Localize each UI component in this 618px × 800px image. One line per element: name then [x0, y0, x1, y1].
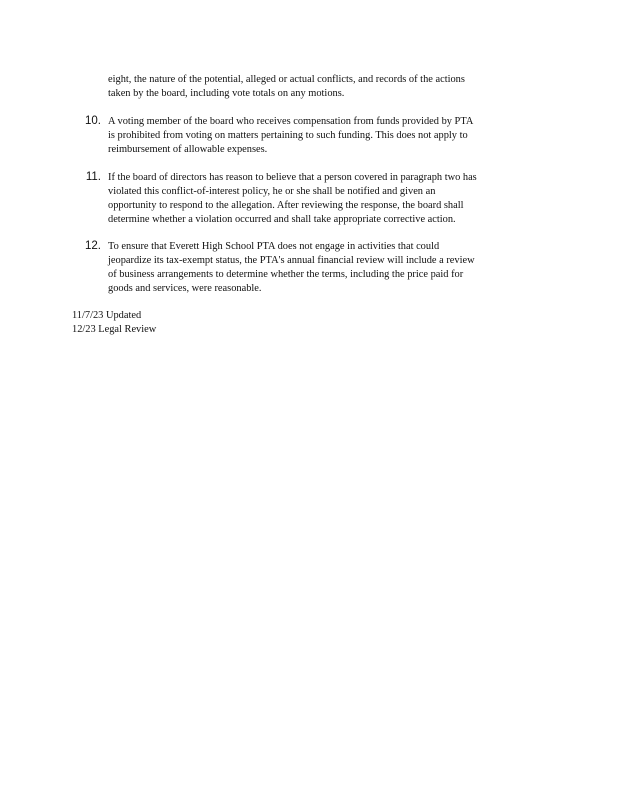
continuation-line: eight, the nature of the potential, alleged or actual conflicts, and records of the actions: [108, 74, 465, 85]
item-number: 11.: [85, 171, 101, 183]
item-12-line: goods and services, were reasonable.: [108, 283, 262, 294]
item-11-line: opportunity to respond to the allegation. After reviewing the response, the board shall: [108, 200, 464, 211]
item-10-line: A voting member of the board who receives compensation from funds provided by PTA: [108, 116, 474, 127]
updated-note: 11/7/23 Updated: [72, 310, 142, 321]
item-11-line: determine whether a violation occurred and shall take appropriate corrective action.: [108, 214, 456, 225]
item-number: 12.: [85, 240, 101, 252]
continuation-line: taken by the board, including vote totals on any motions.: [108, 88, 345, 99]
item-10-line: reimbursement of allowable expenses.: [108, 144, 268, 155]
legal-review-note: 12/23 Legal Review: [72, 324, 157, 335]
item-11-line: If the board of directors has reason to believe that a person covered in paragraph two has: [108, 172, 477, 183]
item-12-line: jeopardize its tax-exempt status, the PTA's annual financial review will include a review: [108, 255, 475, 266]
item-number: 10.: [85, 115, 101, 127]
item-12-line: of business arrangements to determine whether the terms, including the price paid for: [108, 269, 464, 280]
item-11-line: violated this conflict-of-interest policy, he or she shall be notified and given an: [108, 186, 436, 197]
item-10-line: is prohibited from voting on matters pertaining to such funding. This does not apply to: [108, 130, 468, 141]
item-12-line: To ensure that Everett High School PTA does not engage in activities that could: [108, 241, 440, 252]
